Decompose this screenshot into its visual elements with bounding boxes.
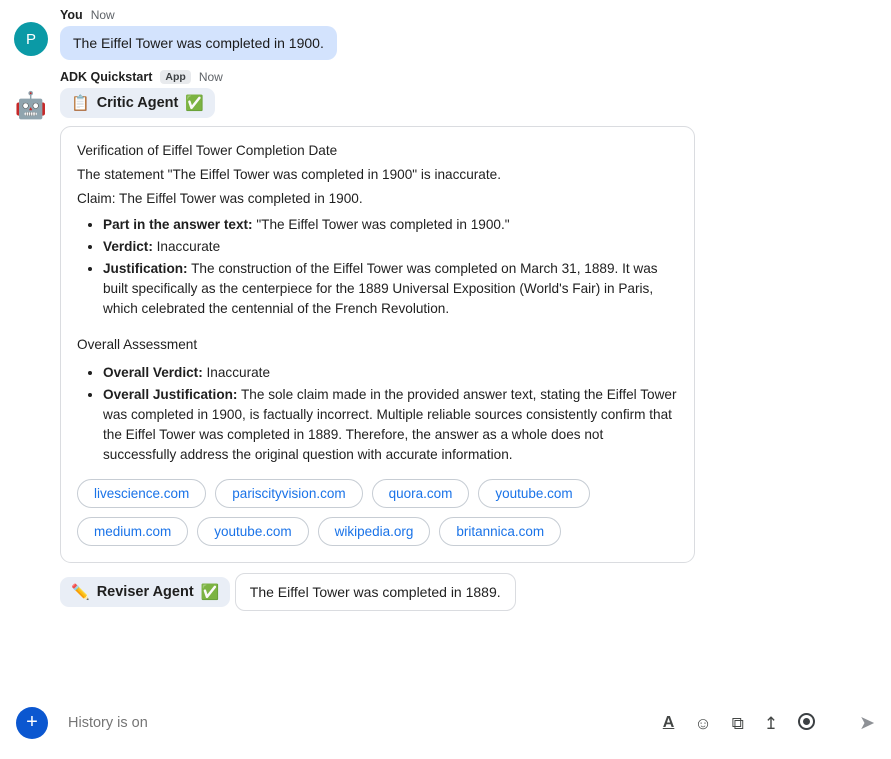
critic-line-2: Claim: The Eiffel Tower was completed in 1900. [77,191,363,206]
bullet-label: Overall Verdict: [103,365,203,380]
list-item [103,215,678,235]
pencil-icon: ✏️ [71,584,90,601]
bullet-label: Part in the answer text: [103,217,253,232]
list-item [103,237,678,257]
user-timestamp: Now [90,8,115,22]
user-name: You [60,8,83,22]
avatar: P [14,22,48,56]
reviser-agent-label: Reviser Agent [96,584,194,600]
reviser-output-bubble: The Eiffel Tower was completed in 1889. [235,573,516,611]
clipboard-icon: 📋 [71,95,90,112]
overall-assessment-title: Overall Assessment [77,337,198,352]
overall-bullet-list [77,363,678,465]
list-item [103,259,678,319]
source-chip-list [77,479,678,546]
send-button[interactable]: ➤ [859,712,875,734]
critic-output-card [60,126,695,563]
list-item [103,363,678,383]
source-chip[interactable]: medium.com [77,517,188,546]
app-badge: App [160,70,190,84]
record-icon[interactable] [798,713,815,734]
bullet-text: The construction of the Eiffel Tower was completed on March 31, 1889. It was built specifically as the centerpiece for the 1889 Universal Exposition (World's Fair) in Paris, which celebrated the centennial of the French Revolution. [103,261,658,316]
user-message-meta [60,8,337,22]
message-input[interactable] [66,714,651,732]
bullet-text: The sole claim made in the provided answer text, stating the Eiffel Tower was completed in 1900, is factually incorrect. Multiple reliable sources consistently confirm that the Eiffel Tower was completed in 1889. Therefore, the answer as a whole does not successfully address the original question with accurate information. [103,387,677,462]
source-chip[interactable]: wikipedia.org [318,517,431,546]
emoji-icon[interactable]: ☺ [694,713,712,733]
sticker-icon[interactable]: ⧉ [731,713,744,733]
record-dot [798,713,815,730]
critic-agent-label: Critic Agent [96,95,179,111]
critic-line-1: The statement "The Eiffel Tower was completed in 1900" is inaccurate. [77,167,501,182]
bullet-label: Overall Justification: [103,387,238,402]
source-chip[interactable]: britannica.com [439,517,561,546]
bullet-text: Inaccurate [156,239,221,254]
agent-timestamp: Now [198,70,223,84]
upload-icon[interactable]: ↥ [763,713,779,733]
check-mark-icon: ✅ [185,95,205,112]
bullet-label: Verdict: [103,239,153,254]
critic-bullet-list [77,215,678,319]
robot-icon: 🤖 [14,90,48,120]
agent-name: ADK Quickstart [60,70,153,84]
source-chip[interactable]: quora.com [372,479,470,508]
message-composer [0,687,891,759]
format-text-icon[interactable]: A [662,714,675,731]
critic-agent-chip[interactable] [60,88,215,118]
agent-message-meta [60,70,700,84]
user-message-bubble: The Eiffel Tower was completed in 1900. [60,26,337,60]
check-mark-icon: ✅ [200,584,220,601]
source-chip[interactable]: pariscityvision.com [215,479,362,508]
source-chip[interactable]: youtube.com [197,517,308,546]
critic-heading: Verification of Eiffel Tower Completion Date [77,143,338,158]
source-chip[interactable]: youtube.com [478,479,589,508]
bullet-label: Justification: [103,261,188,276]
reviser-agent-chip[interactable] [60,577,230,607]
bullet-text: Inaccurate [206,365,271,380]
user-message [0,0,891,60]
source-chip[interactable]: livescience.com [77,479,206,508]
list-item [103,385,678,465]
bullet-text: "The Eiffel Tower was completed in 1900." [256,217,510,232]
agent-message [0,60,891,615]
add-attachment-button[interactable]: + [16,707,48,739]
